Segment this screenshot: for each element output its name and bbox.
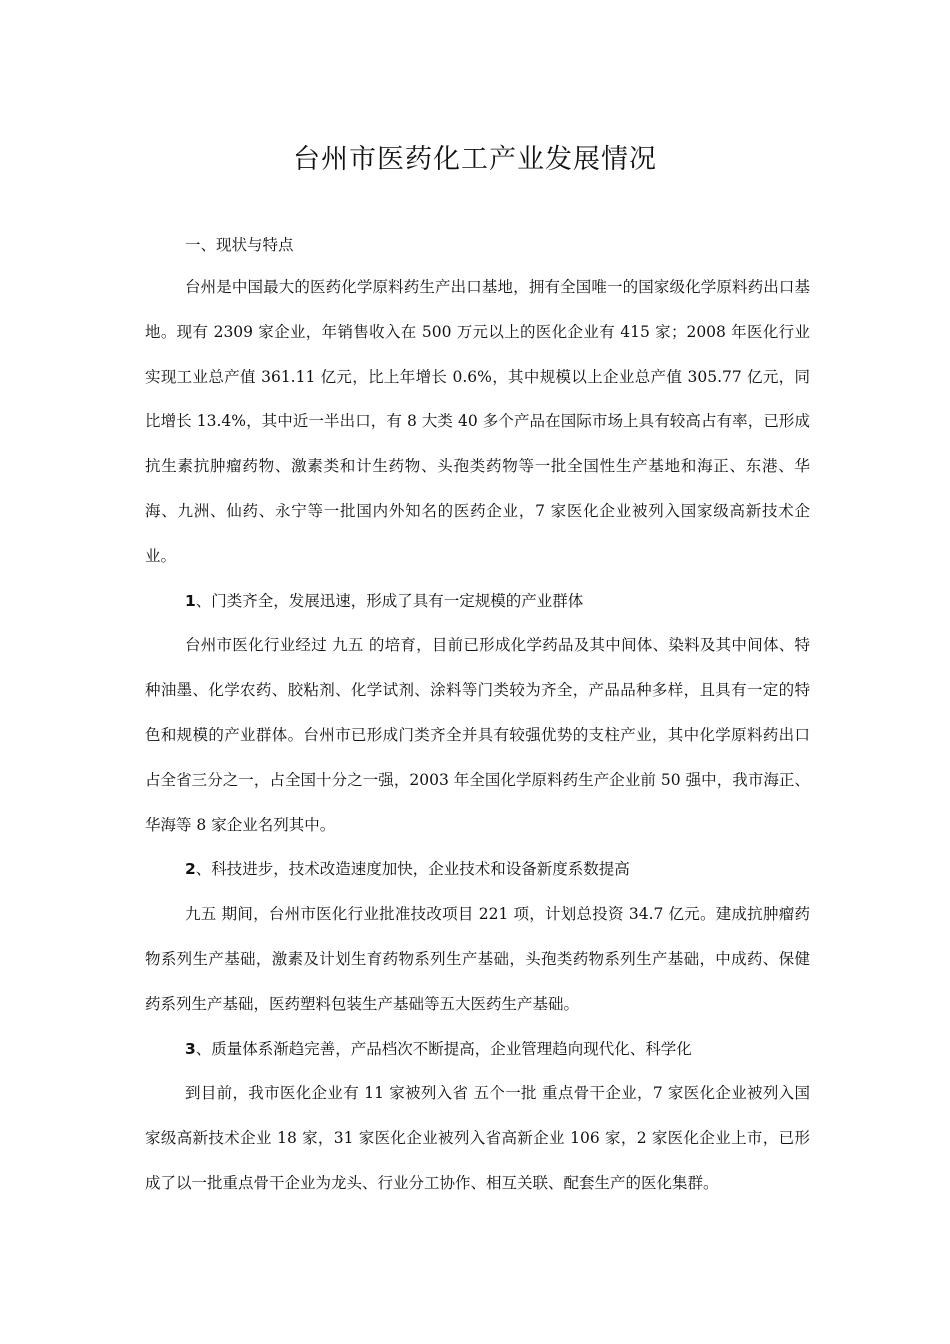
point-2-heading bbox=[145, 847, 810, 892]
point-1-heading bbox=[145, 579, 810, 624]
document-body bbox=[145, 225, 810, 1206]
section-heading: 一、现状与特点 bbox=[185, 236, 294, 254]
point-2-paragraph: 九五 期间，台州市医化行业批准技改项目 221 项，计划总投资 34.7 亿元。建成抗肿瘤药物系列生产基础，激素及计划生育药物系列生产基础，头孢类药物系列生产基础，中成药、保健药系列生产基础，医药塑料包装生产基础等五大医药生产基础。 bbox=[145, 905, 810, 1013]
page-title: 台州市医药化工产业发展情况 bbox=[293, 144, 657, 175]
point-1-number: 1 bbox=[185, 591, 196, 610]
point-2-number: 2 bbox=[185, 860, 196, 879]
point-3-number: 3 bbox=[185, 1039, 196, 1058]
point-1-paragraph: 台州市医化行业经过 九五 的培育，目前已形成化学药品及其中间体、染料及其中间体、特种油墨、化学农药、胶粘剂、化学试剂、涂料等门类较为齐全，产品品种多样，且具有一定的特色和规模的产业群体。台州市已形成门类齐全并具有较强优势的支柱产业，其中化学原料药出口占全省三分之一，占全国十分之一强，2003 年全国化学原料药生产企业前 50 强中，我市海正、华海等 8 家企业名列其中。 bbox=[145, 636, 810, 834]
point-3-heading-text: 、质量体系渐趋完善，产品档次不断提高，企业管理趋向现代化、科学化 bbox=[195, 1039, 692, 1058]
point-3-heading bbox=[145, 1027, 810, 1072]
point-3-paragraph: 到目前，我市医化企业有 11 家被列入省 五个一批 重点骨干企业，7 家医化企业被列入国家级高新技术企业 18 家，31 家医化企业被列入省高新企业 106 家，2 家医化企业上市，已形成了以一批重点骨干企业为龙头、行业分工协作、相互关联、配套生产的医化集群。 bbox=[145, 1084, 810, 1192]
intro-paragraph: 台州是中国最大的医药化学原料药生产出口基地，拥有全国唯一的国家级化学原料药出口基地。现有 2309 家企业，年销售收入在 500 万元以上的医化企业有 415 家；2008 年医化行业实现工业总产值 361.11 亿元，比上年增长 0.6%，其中规模以上企业总产值 305.77 亿元，同比增长 13.4%，其中近一半出口，有 8 大类 40 多个产品在国际市场上具有较高占有率，已形成抗生素抗肿瘤药物、激素类和计生药物、头孢类药物等一批全国性生产基地和海正、东港、华海、九洲、仙药、永宁等一批国内外知名的医药企业，7 家医化企业被列入国家级高新技术企业。 bbox=[145, 278, 810, 565]
point-2-heading-text: 、科技进步，技术改造速度加快，企业技术和设备新度系数提高 bbox=[195, 860, 630, 879]
point-1-heading-text: 、门类齐全，发展迅速，形成了具有一定规模的产业群体 bbox=[195, 591, 584, 610]
